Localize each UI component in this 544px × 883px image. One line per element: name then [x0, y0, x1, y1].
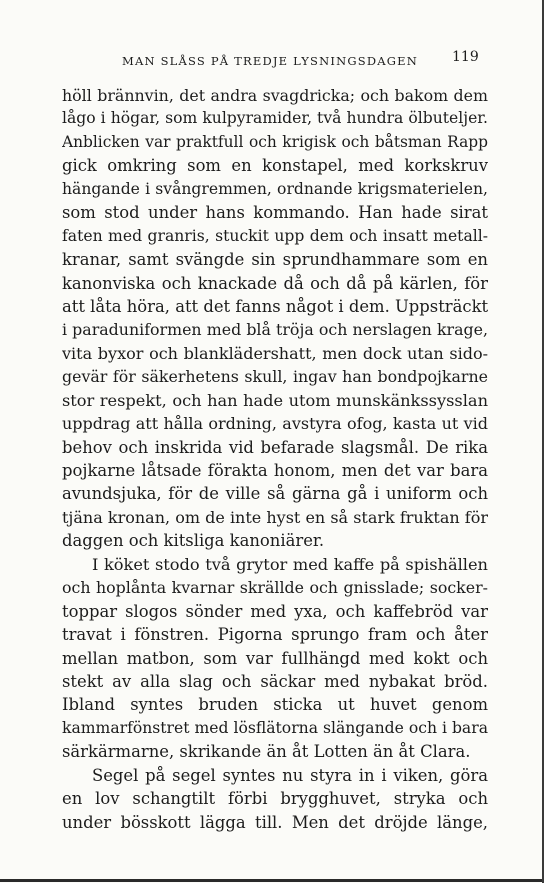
text-line: under bösskott lägga till. Men det dröjde länge, — [62, 812, 488, 832]
text-line: lågo i högar, som kulpyramider, två hundra ölbuteljer. — [62, 109, 488, 128]
page-number: 119 — [452, 49, 479, 65]
text-line: och hoplånta kvarnar skrällde och gnisslade; socker- — [62, 578, 488, 598]
text-line: stekt av alla slag och säckar med nybakat bröd. — [62, 671, 488, 691]
text-line: vita byxor och blanklädershatt, men dock utan sido- — [62, 343, 488, 363]
paragraph-start-line: I köket stodo två grytor med kaffe på spishällen — [92, 554, 488, 574]
text-line: kranar, samt svängde sin sprundhammare som en — [62, 250, 488, 270]
paragraph-end-line: särkärmarne, skrikande än åt Lotten än åt Clara. — [62, 742, 471, 762]
text-line: gick omkring som en konstapel, med korkskruv — [62, 156, 488, 176]
paragraph-end-line: daggen och kitsliga kanoniärer. — [62, 531, 325, 551]
text-line: att låta höra, att det fanns något i dem. Uppsträckt — [62, 296, 488, 316]
text-line: tjäna kronan, om de inte hyst en så stark fruktan för — [62, 507, 488, 527]
text-line: i paraduniformen med blå tröja och nerslagen krage, — [62, 320, 488, 340]
page-bottom-edge — [0, 879, 542, 882]
paragraph-start-line: Segel på segel syntes nu styra in i viken, göra — [92, 765, 488, 785]
text-line: höll brännvin, det andra svagdricka; och bakom dem — [62, 86, 488, 105]
text-line: toppar slogos sönder med yxa, och kaffebröd var — [62, 601, 488, 621]
text-line: stor respekt, och han hade utom munskänkssysslan — [62, 390, 488, 410]
text-line: pojkarne låtsade förakta honom, men det var bara — [62, 461, 488, 480]
text-line: Ibland syntes bruden sticka ut huvet genom — [62, 695, 488, 715]
text-line: avundsjuka, för de ville så gärna gå i uniform och — [62, 484, 488, 504]
text-line: kammarfönstret med lösflätorna slängande och i bara — [62, 718, 488, 737]
text-line: en lov schangtilt förbi brygghuvet, stryka och — [62, 789, 488, 809]
text-line: faten med granris, stuckit upp dem och insatt metall- — [62, 226, 488, 245]
text-line: behov och inskrida vid befarade slagsmål. De rika — [62, 437, 488, 457]
body-text — [62, 84, 488, 834]
text-line: mellan matbon, som var fullhängd med kokt och — [62, 648, 488, 668]
text-line: uppdrag att hålla ordning, avstyra ofog, kasta ut vid — [62, 414, 488, 434]
text-line: kanonviska och knackade då och då på kärlen, för — [62, 273, 488, 293]
text-line: Anblicken var praktfull och krigisk och båtsman Rapp — [62, 132, 488, 151]
text-line: hängande i svångremmen, ordnande krigsmaterielen, — [62, 179, 488, 198]
text-line: gevär för säkerhetens skull, ingav han bondpojkarne — [62, 367, 488, 387]
running-title: MAN SLÅSS PÅ TREDJE LYSNINGSDAGEN — [122, 54, 419, 68]
text-line: travat i fönstren. Pigorna sprungo fram och åter — [62, 625, 488, 645]
text-line: som stod under hans kommando. Han hade sirat — [62, 203, 488, 223]
